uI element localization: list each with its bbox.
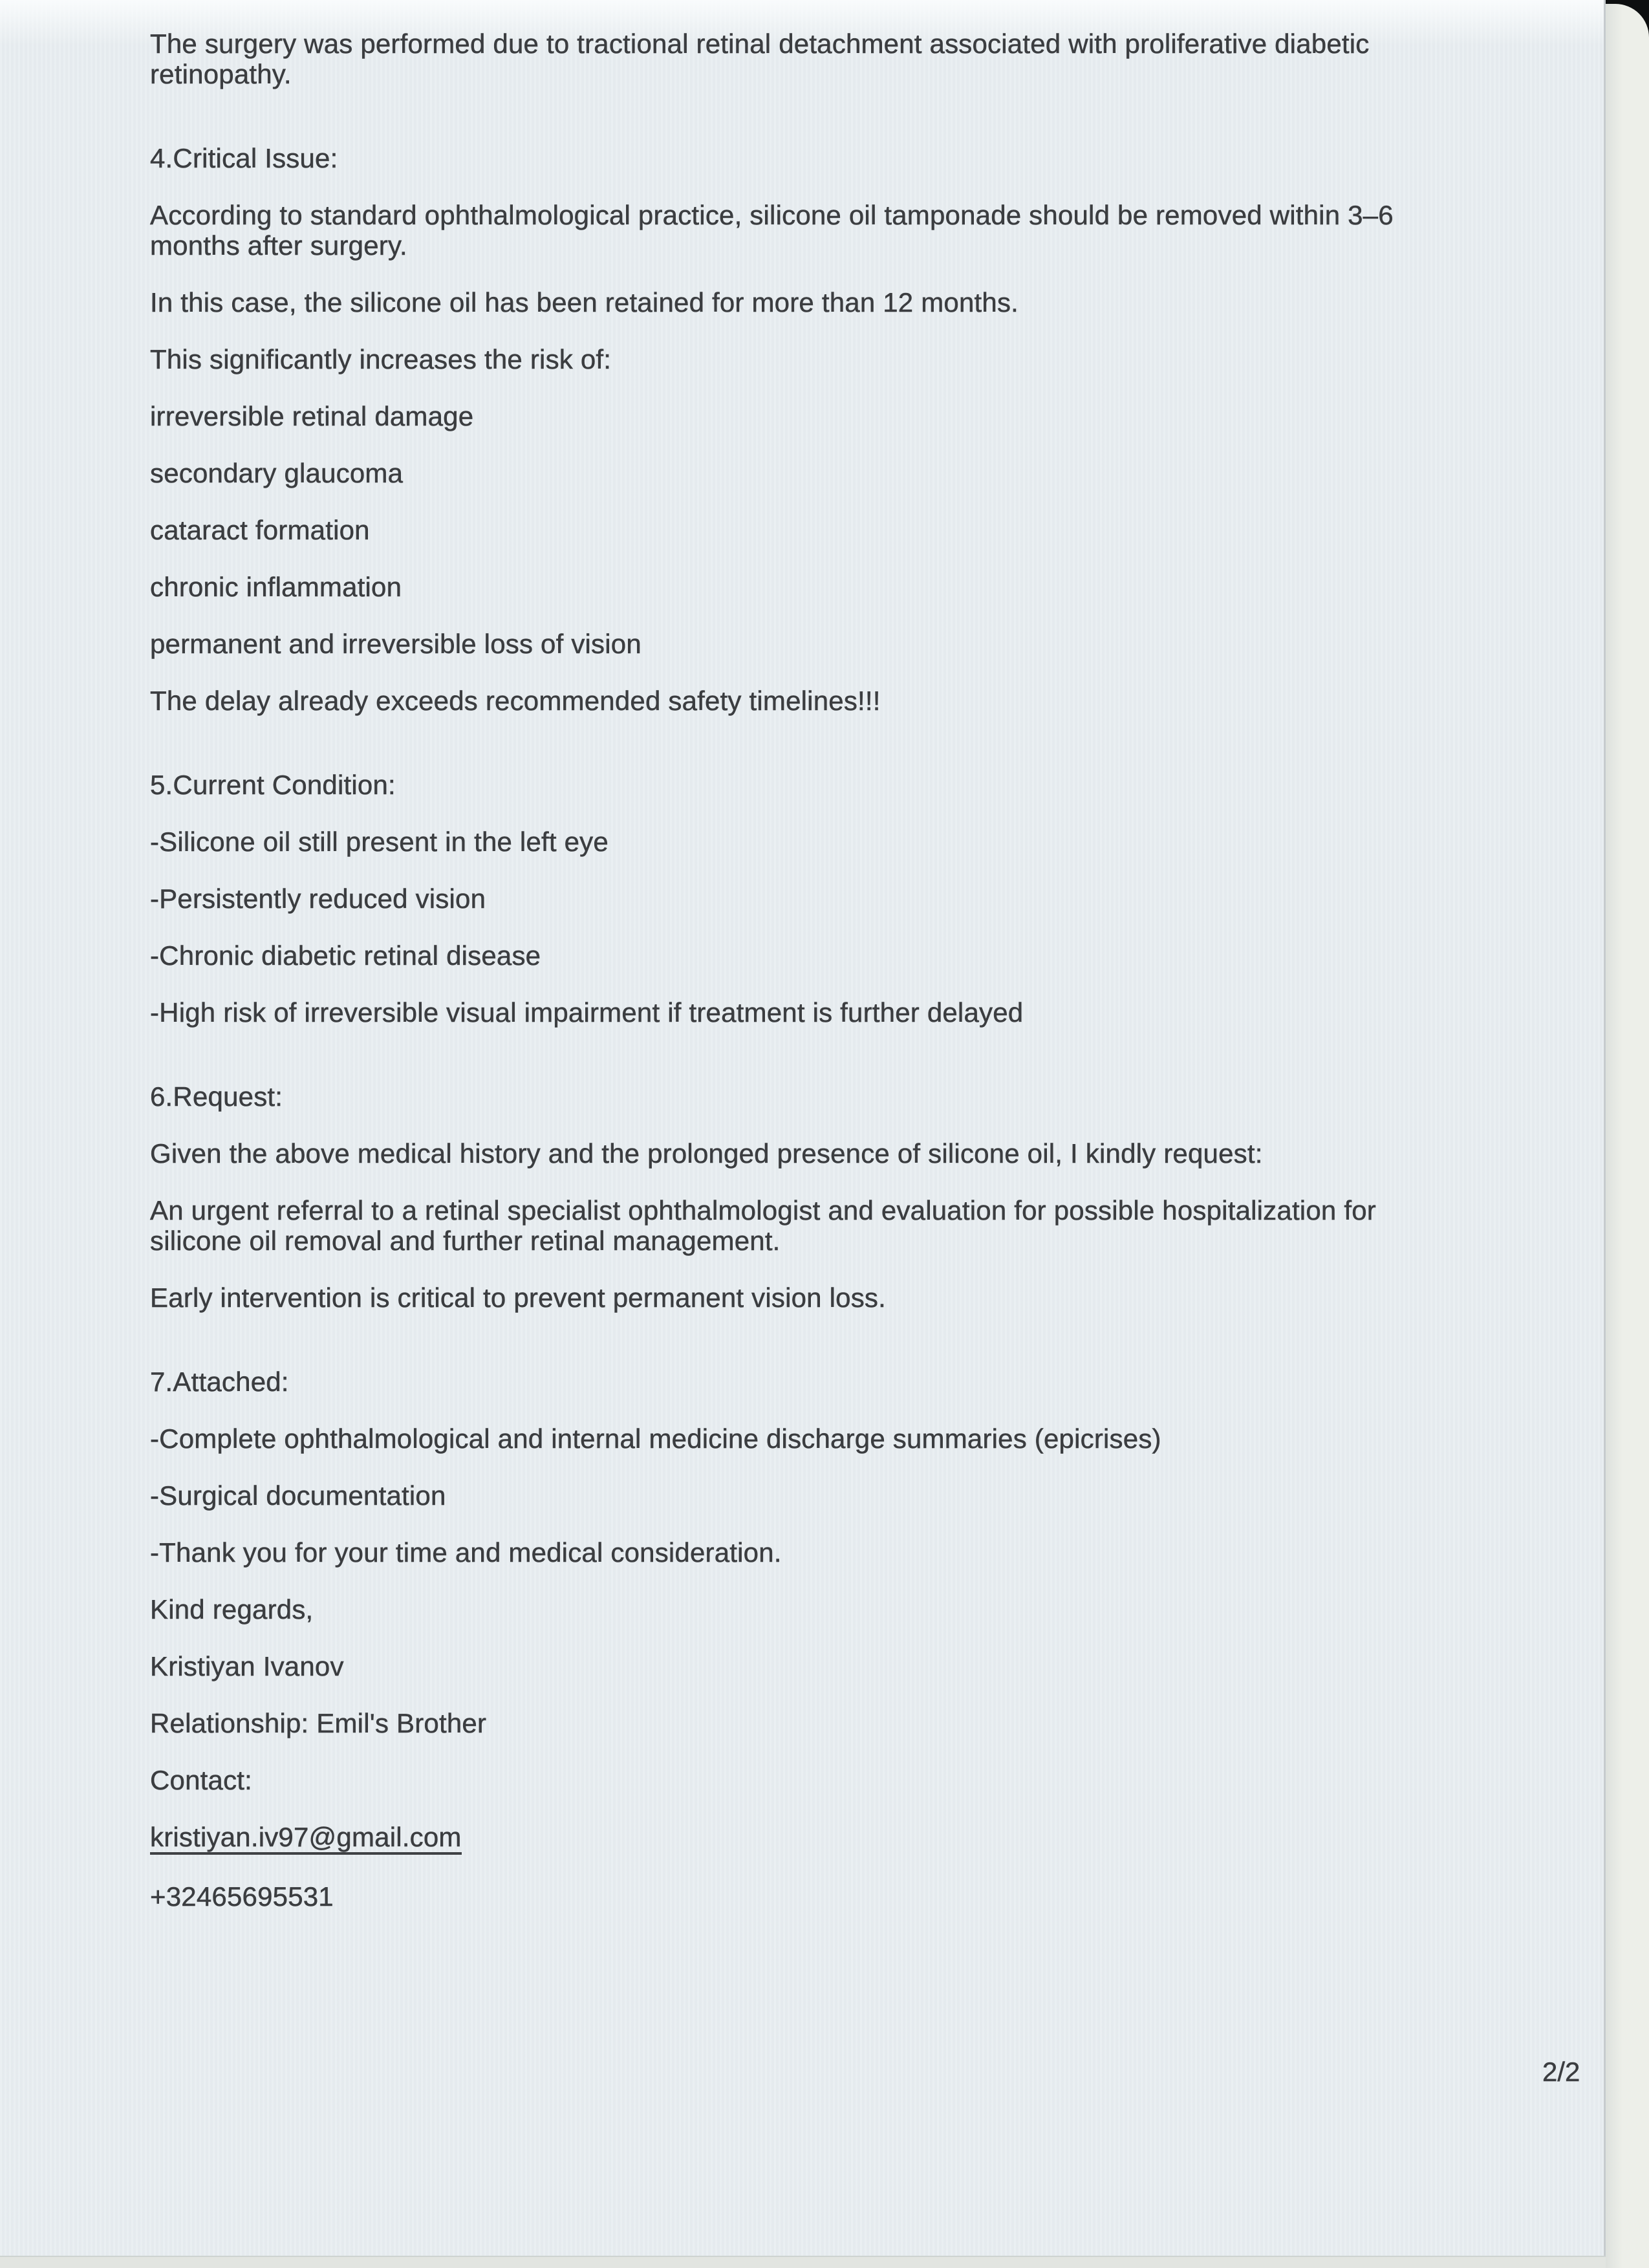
text-line: cataract formation [150, 515, 370, 545]
para-relationship [150, 1708, 1604, 1738]
para-request-referral [150, 1195, 1604, 1256]
para-heading-attached [150, 1366, 1604, 1397]
para-risk-glaucoma [150, 458, 1604, 488]
text-line: retinopathy. [150, 59, 292, 89]
para-delay-warning [150, 686, 1604, 716]
text-line: An urgent referral to a retinal specialist ophthalmologist and evaluation for possible hospitalization for [150, 1195, 1376, 1226]
text-line: Kristiyan Ivanov [150, 1651, 344, 1681]
text-line: -High risk of irreversible visual impairment if treatment is further delayed [150, 997, 1024, 1028]
text-line: irreversible retinal damage [150, 401, 474, 431]
para-risk-retinal-damage [150, 401, 1604, 431]
para-risk-vision-loss [150, 629, 1604, 659]
text-line: -Persistently reduced vision [150, 883, 486, 914]
scanner-edge-right [1606, 0, 1649, 2268]
para-heading-critical-issue [150, 143, 1604, 173]
text-line: +32465695531 [150, 1881, 334, 1912]
para-risk-cataract [150, 515, 1604, 545]
para-kind-regards [150, 1594, 1604, 1625]
text-line: Contact: [150, 1765, 253, 1795]
text-line: -Silicone oil still present in the left eye [150, 826, 609, 857]
para-request-intro [150, 1138, 1604, 1169]
text-line: -Thank you for your time and medical consideration. [150, 1537, 782, 1568]
para-heading-current-condition [150, 770, 1604, 800]
text-line: The surgery was performed due to tractional retinal detachment associated with proliferative diabetic [150, 28, 1370, 59]
text-line: permanent and irreversible loss of vision [150, 629, 641, 659]
para-contact-phone [150, 1881, 1604, 1912]
para-condition-silicone-present [150, 826, 1604, 857]
text-line: -Complete ophthalmological and internal medicine discharge summaries (epicrises) [150, 1423, 1161, 1454]
para-standard-practice [150, 200, 1604, 261]
text-line: -Chronic diabetic retinal disease [150, 940, 541, 971]
para-retained-12-months [150, 287, 1604, 318]
para-condition-chronic-disease [150, 940, 1604, 971]
text-line: -Surgical documentation [150, 1480, 446, 1511]
text-line: Relationship: Emil's Brother [150, 1708, 487, 1738]
para-risk-inflammation [150, 572, 1604, 602]
text-line: silicone oil removal and further retinal management. [150, 1226, 781, 1256]
para-sender-name [150, 1651, 1604, 1681]
text-line: Given the above medical history and the prolonged presence of silicone oil, I kindly request: [150, 1138, 1263, 1169]
text-line: Kind regards, [150, 1594, 314, 1625]
para-attached-surgical-docs [150, 1480, 1604, 1511]
text-line: This significantly increases the risk of: [150, 344, 612, 374]
para-heading-request [150, 1081, 1604, 1112]
email-link-text: kristiyan.iv97@gmail.com [150, 1822, 462, 1855]
text-line: months after surgery. [150, 230, 407, 261]
para-condition-high-risk [150, 997, 1604, 1028]
under-sheet-rounded-corner [1606, 4, 1649, 2268]
para-thank-you [150, 1537, 1604, 1568]
text-line: In this case, the silicone oil has been retained for more than 12 months. [150, 287, 1019, 318]
para-risk-intro [150, 344, 1604, 374]
para-attached-summaries [150, 1423, 1604, 1454]
text-line: secondary glaucoma [150, 458, 404, 488]
text-line: According to standard ophthalmological practice, silicone oil tamponade should be removed within 3–6 [150, 200, 1394, 230]
text-line: 5.Current Condition: [150, 770, 396, 800]
para-contact-email [150, 1822, 1604, 1855]
text-line: Early intervention is critical to prevent permanent vision loss. [150, 1282, 886, 1313]
text-line: The delay already exceeds recommended safety timelines!!! [150, 686, 881, 716]
para-request-early-intervention [150, 1282, 1604, 1313]
text-line: 6.Request: [150, 1081, 283, 1112]
text-line: 7.Attached: [150, 1366, 289, 1397]
text-line: chronic inflammation [150, 572, 402, 602]
para-surgery-reason [150, 28, 1604, 89]
text-line: 4.Critical Issue: [150, 143, 338, 173]
scanner-edge-bottom [0, 2256, 1606, 2268]
para-contact-label [150, 1765, 1604, 1795]
para-condition-reduced-vision [150, 883, 1604, 914]
page-number: 2/2 [1542, 2057, 1580, 2087]
